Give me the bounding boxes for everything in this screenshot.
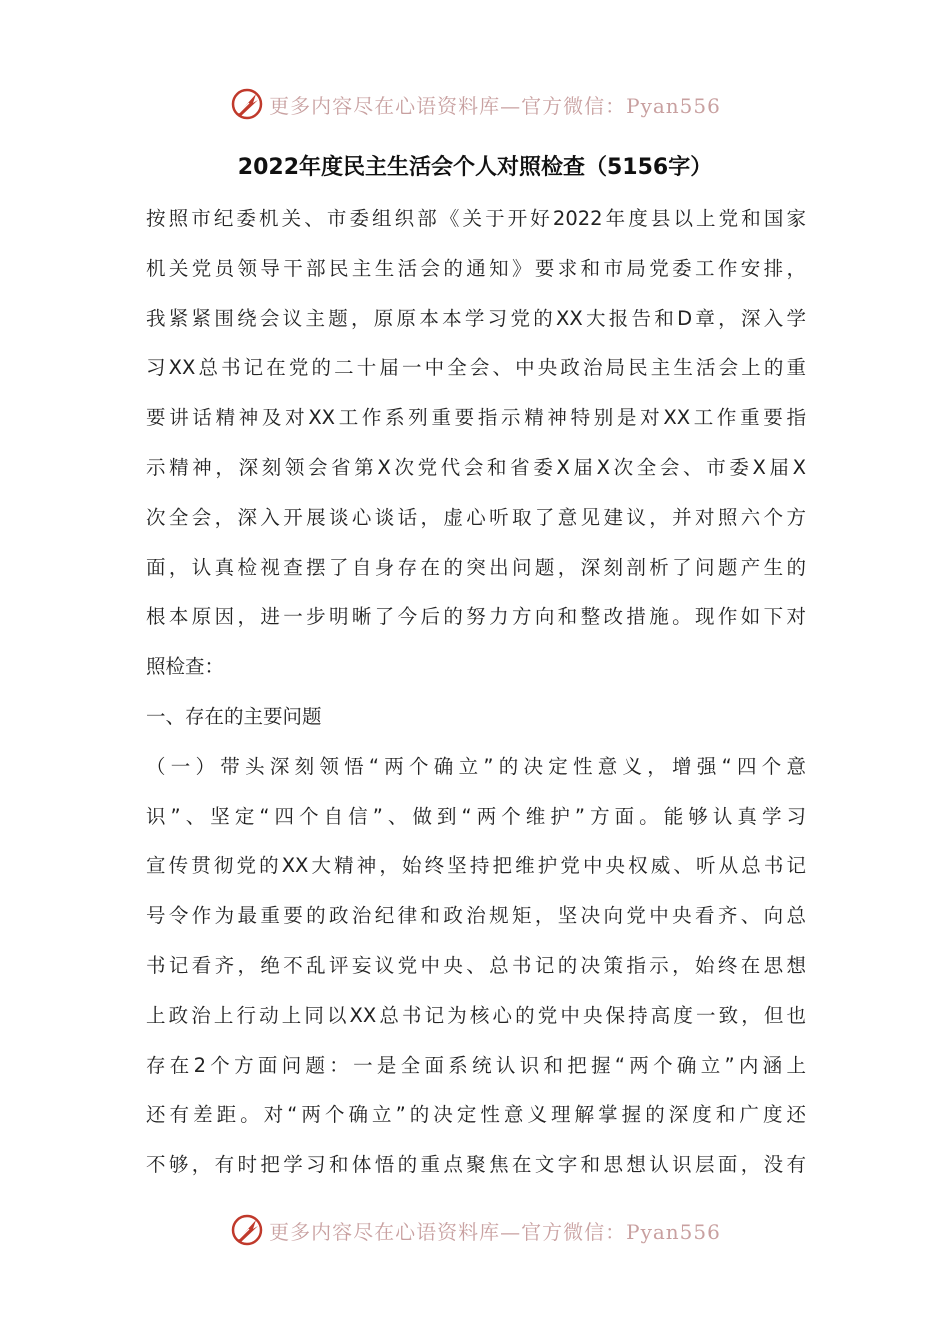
- text-line: 宣传贯彻党的XX大精神，始终坚持把维护党中央权威、听从总书记: [146, 854, 806, 878]
- text-line: 示精神，深刻领会省第X次党代会和省委X届X次全会、市委X届X: [146, 455, 806, 479]
- text-line: 习XX总书记在党的二十届一中全会、中央政治局民主生活会上的重: [146, 356, 806, 380]
- text-line: 根本原因，进一步明晰了今后的努力方向和整改措施。现作如下对: [146, 605, 806, 629]
- text-line: 按照市纪委机关、市委组织部《关于开好2022年度县以上党和国家: [146, 207, 806, 230]
- footer-watermark: [0, 1210, 950, 1250]
- text-line: 机关党员领导干部民主生活会的通知》要求和市局党委工作安排，: [146, 256, 806, 280]
- header-watermark: [0, 84, 950, 124]
- text-line: 识”、坚定“四个自信”、做到“两个维护”方面。能够认真学习: [146, 804, 806, 828]
- quill-logo-icon: [229, 86, 265, 122]
- text-line: 我紧紧围绕会议主题，原原本本学习党的XX大报告和D章，深入学: [146, 306, 806, 330]
- text-line: 存在2个方面问题：一是全面系统认识和把握“两个确立”内涵上: [146, 1053, 806, 1077]
- quill-logo-icon: [229, 1212, 265, 1248]
- watermark-text: 更多内容尽在心语资料库—官方微信：Pyan556: [269, 1219, 721, 1244]
- text-line: 上政治上行动上同以XX总书记为核心的党中央保持高度一致，但也: [146, 1003, 806, 1027]
- text-line: 面，认真检视查摆了自身存在的突出问题，深刻剖析了问题产生的: [146, 555, 806, 579]
- text-line: （一）带头深刻领悟“两个确立”的决定性意义，增强“四个意: [146, 754, 806, 778]
- document-body: [146, 194, 806, 1190]
- text-line: 要讲话精神及对XX工作系列重要指示精神特别是对XX工作重要指: [146, 406, 806, 430]
- text-line: 不够，有时把学习和体悟的重点聚焦在文字和思想认识层面，没有: [146, 1153, 806, 1177]
- text-line: 次全会，深入开展谈心谈话，虚心听取了意见建议，并对照六个方: [146, 505, 806, 529]
- text-line: 还有差距。对“两个确立”的决定性意义理解掌握的深度和广度还: [146, 1103, 806, 1127]
- section-heading: 一、存在的主要问题: [146, 704, 322, 728]
- text-line: 照检查：: [146, 655, 225, 679]
- text-line: 号令作为最重要的政治纪律和政治规矩，坚决向党中央看齐、向总: [146, 904, 806, 928]
- watermark-text: 更多内容尽在心语资料库—官方微信：Pyan556: [269, 93, 721, 118]
- text-line: 书记看齐，绝不乱评妄议党中央、总书记的决策指示，始终在思想: [146, 953, 806, 977]
- document-title: 2022年度民主生活会个人对照检查（5156字）: [237, 155, 713, 180]
